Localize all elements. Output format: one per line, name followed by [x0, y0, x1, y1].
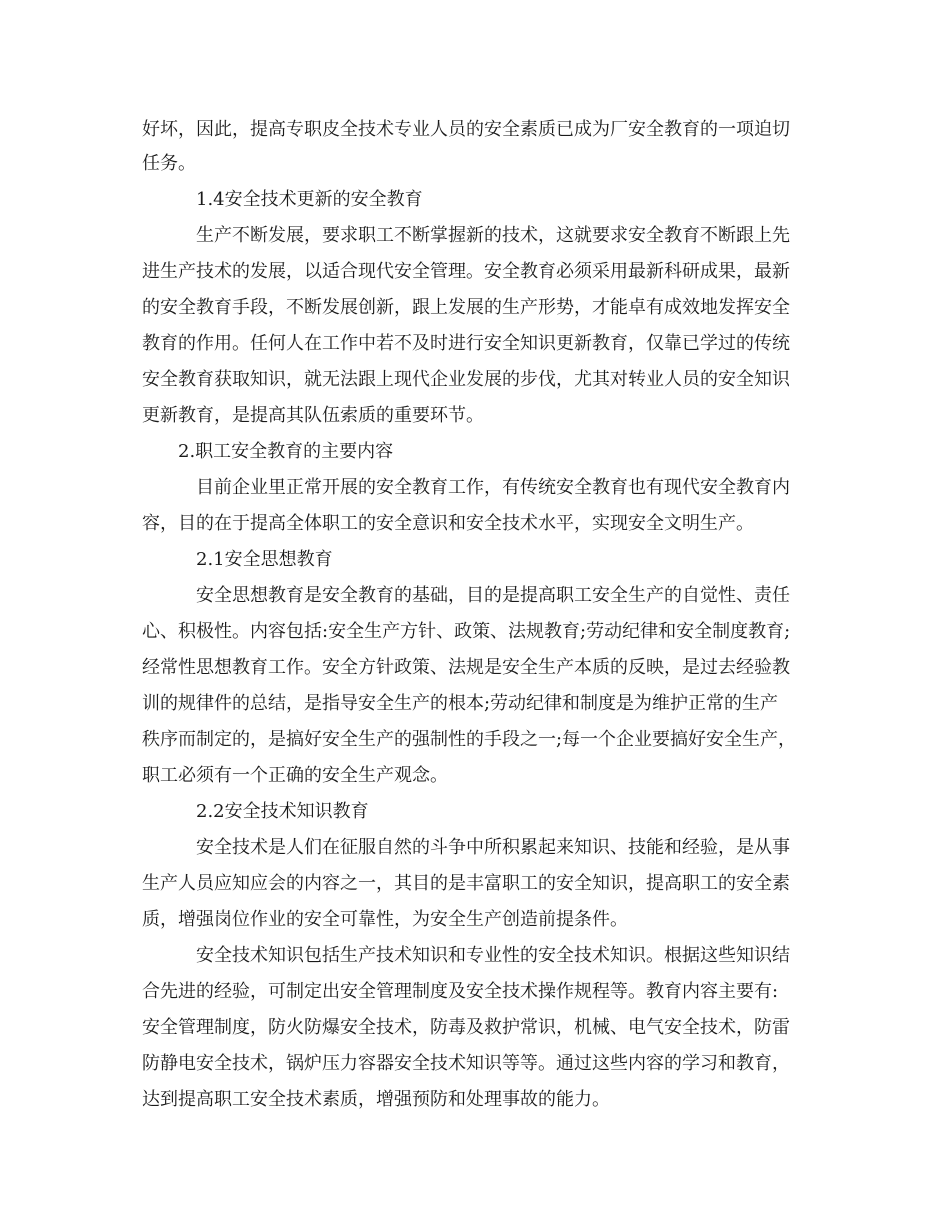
- text-line: 容，目的在于提高全体职工的安全意识和安全技术水平，实现安全文明生产。: [142, 513, 754, 534]
- text-line: 任务。: [142, 153, 196, 174]
- text-line: 经常性思想教育工作。安全方针政策、法规是安全生产本质的反映，是过去经验教: [142, 657, 790, 678]
- text-line: 安全技术知识包括生产技术知识和专业性的安全技术知识。根据这些知识结: [196, 945, 790, 966]
- text-line: 安全教育获取知识，就无法跟上现代企业发展的步伐，尤其对转业人员的安全知识: [142, 369, 790, 390]
- text-line: 训的规律件的总结，是指导安全生产的根本;劳动纪律和制度是为维护正常的生产: [142, 693, 779, 714]
- heading-text: 2.职工安全教育的主要内容: [178, 441, 394, 462]
- text-line: 安全思想教育是安全教育的基础，目的是提高职工安全生产的自觉性、责任: [196, 585, 790, 606]
- text-line: 防静电安全技术，锅炉压力容器安全技术知识等等。通过这些内容的学习和教育，: [142, 1053, 790, 1074]
- heading-text: 2.2安全技术知识教育: [196, 801, 369, 822]
- text-line: 安全管理制度，防火防爆安全技术，防毒及救护常识，机械、电气安全技术，防雷: [142, 1017, 790, 1038]
- text-line: 生产人员应知应会的内容之一，其目的是丰富职工的安全知识，提高职工的安全素: [142, 873, 790, 894]
- text-line: 安全技术是人们在征服自然的斗争中所积累起来知识、技能和经验，是从事: [196, 837, 790, 858]
- text-line: 目前企业里正常开展的安全教育工作，有传统安全教育也有现代安全教育内: [196, 477, 790, 498]
- text-line: 职工必须有一个正确的安全生产观念。: [142, 765, 448, 786]
- text-line: 心、积极性。内容包括:安全生产方针、政策、法规教育;劳动纪律和安全制度教育;: [142, 621, 791, 642]
- text-line: 进生产技术的发展，以适合现代安全管理。安全教育必须采用最新科研成果，最新: [142, 261, 790, 282]
- text-line: 的安全教育手段，不断发展创新，跟上发展的生产形势，才能卓有成效地发挥安全: [142, 297, 790, 318]
- text-line: 更新教育，是提高其队伍索质的重要环节。: [142, 405, 484, 426]
- text-line: 秩序而制定的，是搞好安全生产的强制性的手段之一;每一个企业要搞好安全生产，: [142, 729, 797, 750]
- heading-text: 2.1安全思想教育: [196, 549, 333, 570]
- text-line: 教育的作用。任何人在工作中若不及时进行安全知识更新教育，仅靠已学过的传统: [142, 333, 790, 354]
- text-line: 生产不断发展，要求职工不断掌握新的技术，这就要求安全教育不断跟上先: [196, 225, 790, 246]
- text-line: 达到提高职工安全技术素质，增强预防和处理事故的能力。: [142, 1089, 610, 1110]
- text-line: 质，增强岗位作业的安全可靠性，为安全生产创造前提条件。: [142, 909, 628, 930]
- heading-text: 1.4安全技术更新的安全教育: [196, 189, 423, 210]
- text-line: 好坏，因此，提高专职皮全技术专业人员的安全素质已成为厂安全教育的一项迫切: [142, 119, 790, 140]
- text-line: 合先进的经验，可制定出安全管理制度及安全技术操作规程等。教育内容主要有:: [142, 981, 779, 1002]
